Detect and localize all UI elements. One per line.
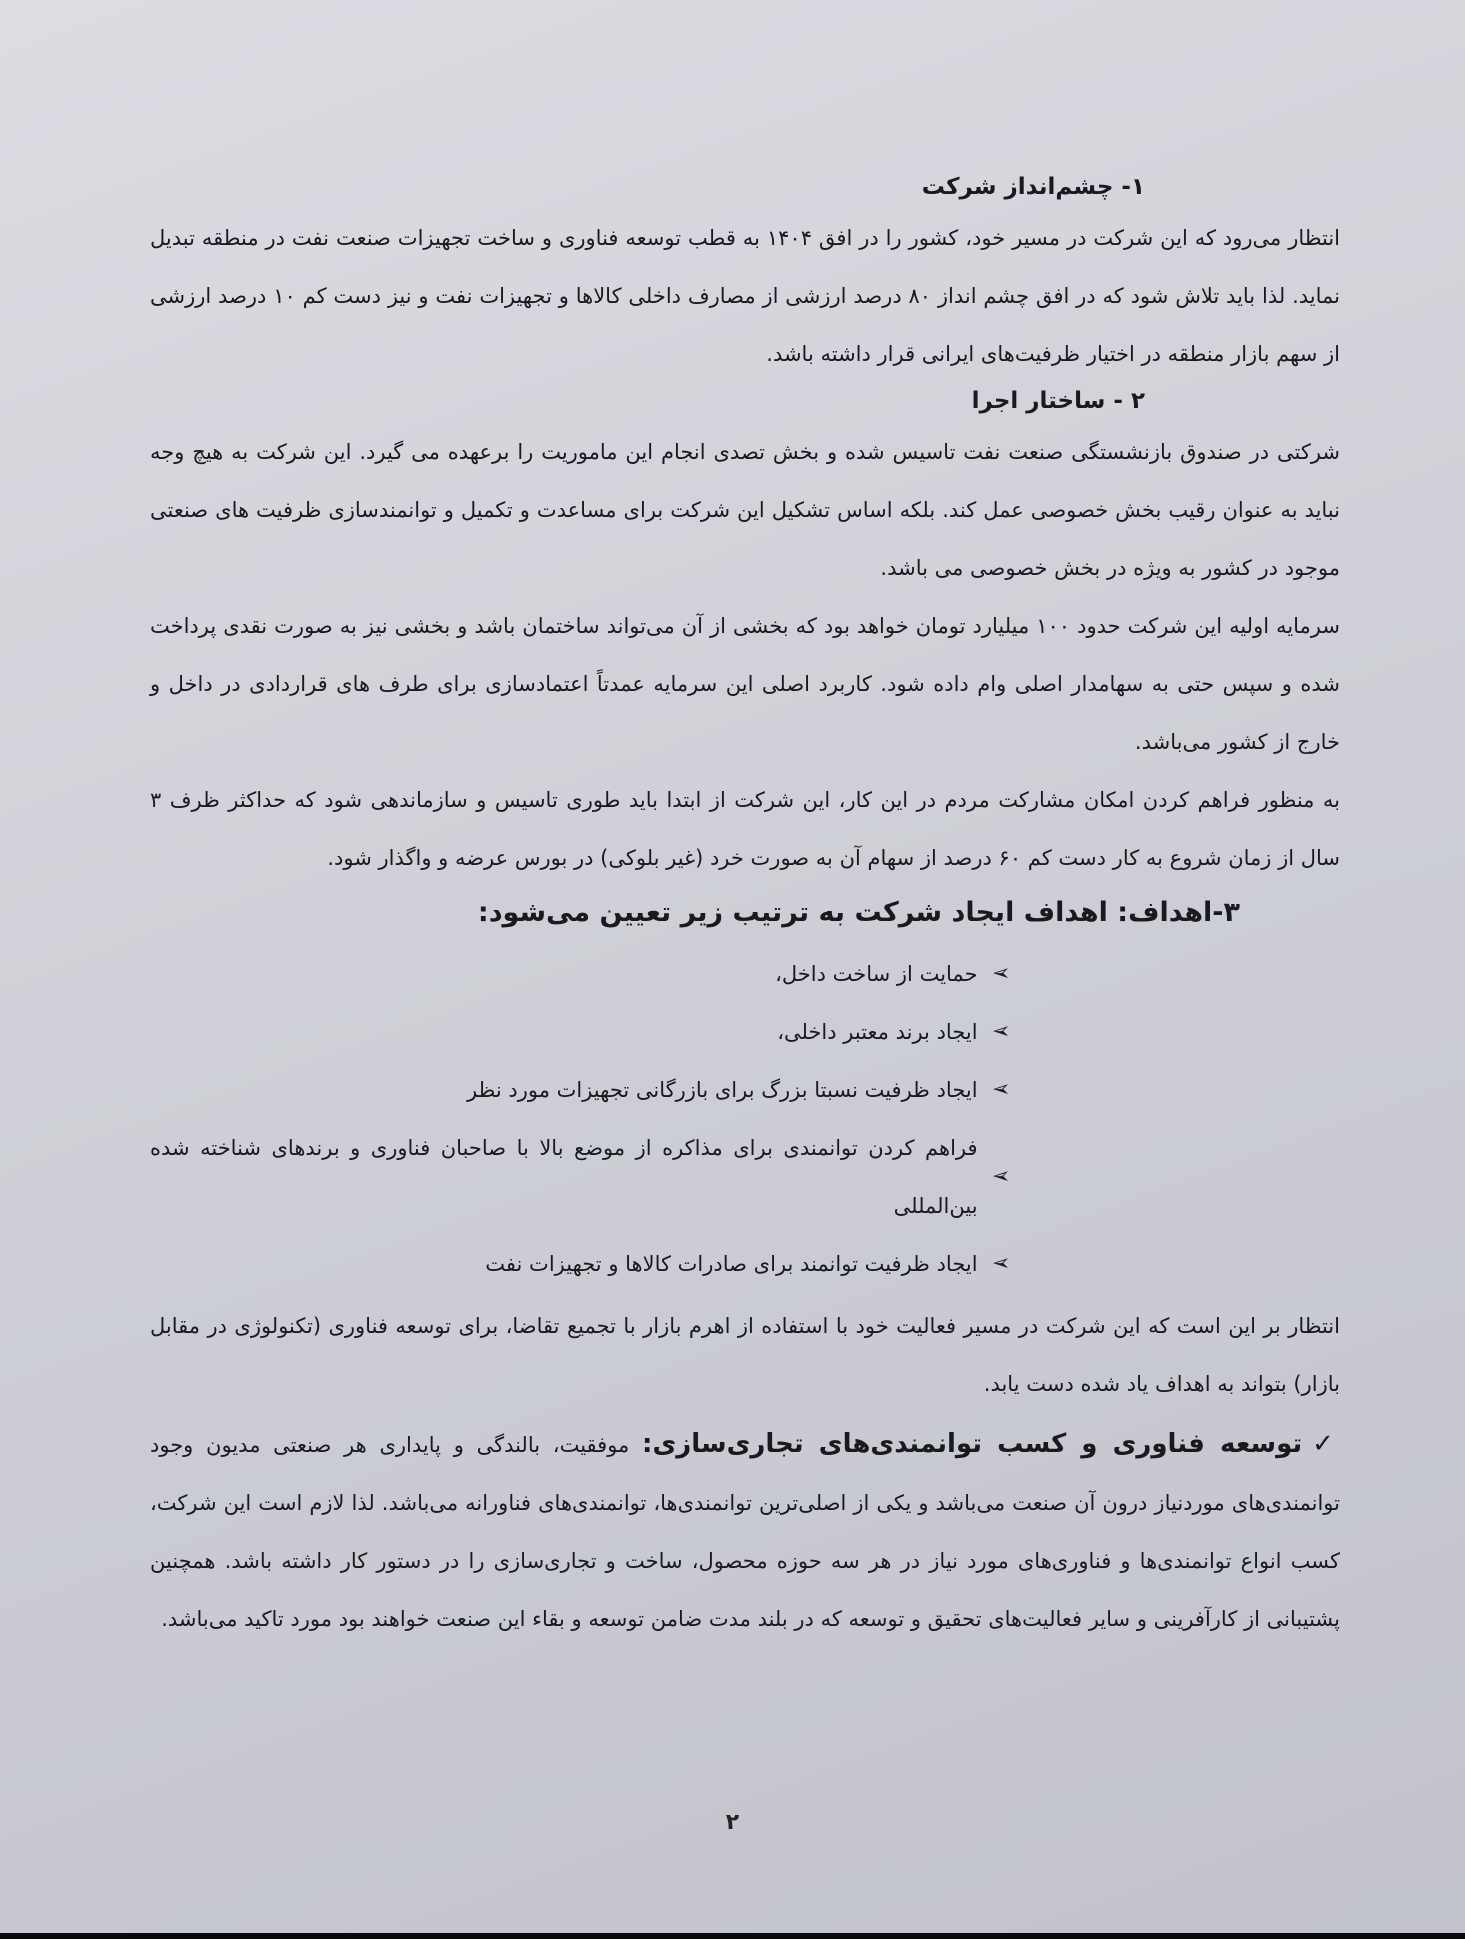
section-1-heading: ۱- چشم‌انداز شرکت bbox=[921, 174, 1145, 200]
goal-item-text: ایجاد برند معتبر داخلی، bbox=[777, 1020, 978, 1044]
arrow-bullet-icon: ➢ bbox=[991, 1251, 1010, 1276]
goal-item bbox=[150, 1003, 1010, 1061]
section-4-title: توسعه فناوری و کسب توانمندی‌های تجاری‌سازی: bbox=[642, 1429, 1303, 1459]
section-2-paragraph-1: شرکتی در صندوق بازنشستگی صنعت نفت تاسیس شده و بخش تصدی انجام این ماموریت را برعهده می گیرد. این شرکت به هیچ وجه نباید به عنوان رقیب بخش خصوصی عمل کند. بلکه اساس تشکیل این شرکت برای مساعدت و تکمیل و توانمندسازی ظرفیت های صنعتی موجود در کشور به ویژه در بخش خصوصی می باشد. bbox=[150, 440, 1340, 580]
goal-item bbox=[150, 1235, 1010, 1293]
arrow-bullet-icon: ➢ bbox=[991, 1164, 1010, 1189]
page-bottom-edge bbox=[0, 1933, 1465, 1939]
goal-item-text: ایجاد ظرفیت توانمند برای صادرات کالاها و تجهیزات نفت bbox=[485, 1252, 978, 1276]
section-2-paragraph-2: سرمایه اولیه این شرکت حدود ۱۰۰ میلیارد تومان خواهد بود که بخشی از آن می‌تواند ساختمان باشد و بخشی نیز به صورت نقدی پرداخت شده و سپس حتی به سهامدار اصلی وام داده شود. کاربرد اصلی این سرمایه عمدتاً اعتمادسازی برای طرف های قراردادی در داخل و خارج از کشور می‌باشد. bbox=[150, 614, 1340, 754]
goal-item-text: ایجاد ظرفیت نسبتا بزرگ برای بازرگانی تجهیزات مورد نظر bbox=[467, 1078, 978, 1102]
section-2-heading: ۲ - ساختار اجرا bbox=[971, 388, 1145, 414]
goal-item bbox=[150, 1119, 1010, 1235]
section-1-body: انتظار می‌رود که این شرکت در مسیر خود، کشور را در افق ۱۴۰۴ به قطب توسعه فناوری و ساخت تجهیزات صنعت نفت در منطقه تبدیل نماید. لذا باید تلاش شود که در افق چشم انداز ۸۰ درصد ارزشی از مصارف داخلی کالاها و تجهیزات نفت و نیز دست کم ۱۰ درصد ارزشی از سهم بازار منطقه در اختیار ظرفیت‌های ایرانی قرار داشته باشد. bbox=[150, 226, 1340, 366]
section-3-heading: ۳-اهداف: اهداف ایجاد شرکت به ترتیب زیر تعیین می‌شود: bbox=[477, 897, 1240, 928]
section-4-paragraph bbox=[150, 1415, 1340, 1648]
goal-item-text: حمایت از ساخت داخل، bbox=[775, 962, 978, 986]
arrow-bullet-icon: ➢ bbox=[991, 1077, 1010, 1102]
goal-item bbox=[150, 1061, 1010, 1119]
section-3-closing: انتظار بر این است که این شرکت در مسیر فعالیت خود با استفاده از اهرم بازار با تجمیع تقاضا، برای توسعه فناوری (تکنولوژی در مقابل بازار) بتواند به اهداف یاد شده دست یابد. bbox=[150, 1314, 1340, 1396]
goal-item-text: فراهم کردن توانمندی برای مذاکره از موضع بالا با صاحبان فناوری و برندهای شناخته شده بین‌المللی bbox=[150, 1136, 978, 1218]
goal-item bbox=[150, 945, 1010, 1003]
checkmark-icon: ✓ bbox=[1312, 1429, 1340, 1459]
arrow-bullet-icon: ➢ bbox=[991, 961, 1010, 986]
goals-list bbox=[150, 945, 1340, 1293]
section-2-paragraph-3: به منظور فراهم کردن امکان مشارکت مردم در این کار، این شرکت از ابتدا باید طوری تاسیس و سازماندهی شود که حداکثر ظرف ۳ سال از زمان شروع به کار دست کم ۶۰ درصد از سهام آن به صورت خرد (غیر بلوکی) در بورس عرضه و واگذار شود. bbox=[150, 788, 1340, 870]
page-number: ۲ bbox=[725, 1810, 740, 1835]
document-body bbox=[150, 165, 1340, 1648]
section-4-body: موفقیت، بالندگی و پایداری هر صنعتی مدیون وجود توانمندی‌های موردنیاز درون آن صنعت می‌باشد و یکی از اصلی‌ترین توانمندی‌ها، توانمندی‌های فناورانه می‌باشد. لذا لازم است این شرکت، کسب انواع توانمندی‌ها و فناوری‌های مورد نیاز در هر سه حوزه محصول، ساخت و تجاری‌سازی را در دستور کار داشته باشد. همچنین پشتیبانی از کارآفرینی و سایر فعالیت‌های تحقیق و توسعه که در بلند مدت ضامن توسعه و بقاء این صنعت خواهند بود مورد تاکید می‌باشد. bbox=[150, 1433, 1340, 1631]
arrow-bullet-icon: ➢ bbox=[991, 1019, 1010, 1044]
